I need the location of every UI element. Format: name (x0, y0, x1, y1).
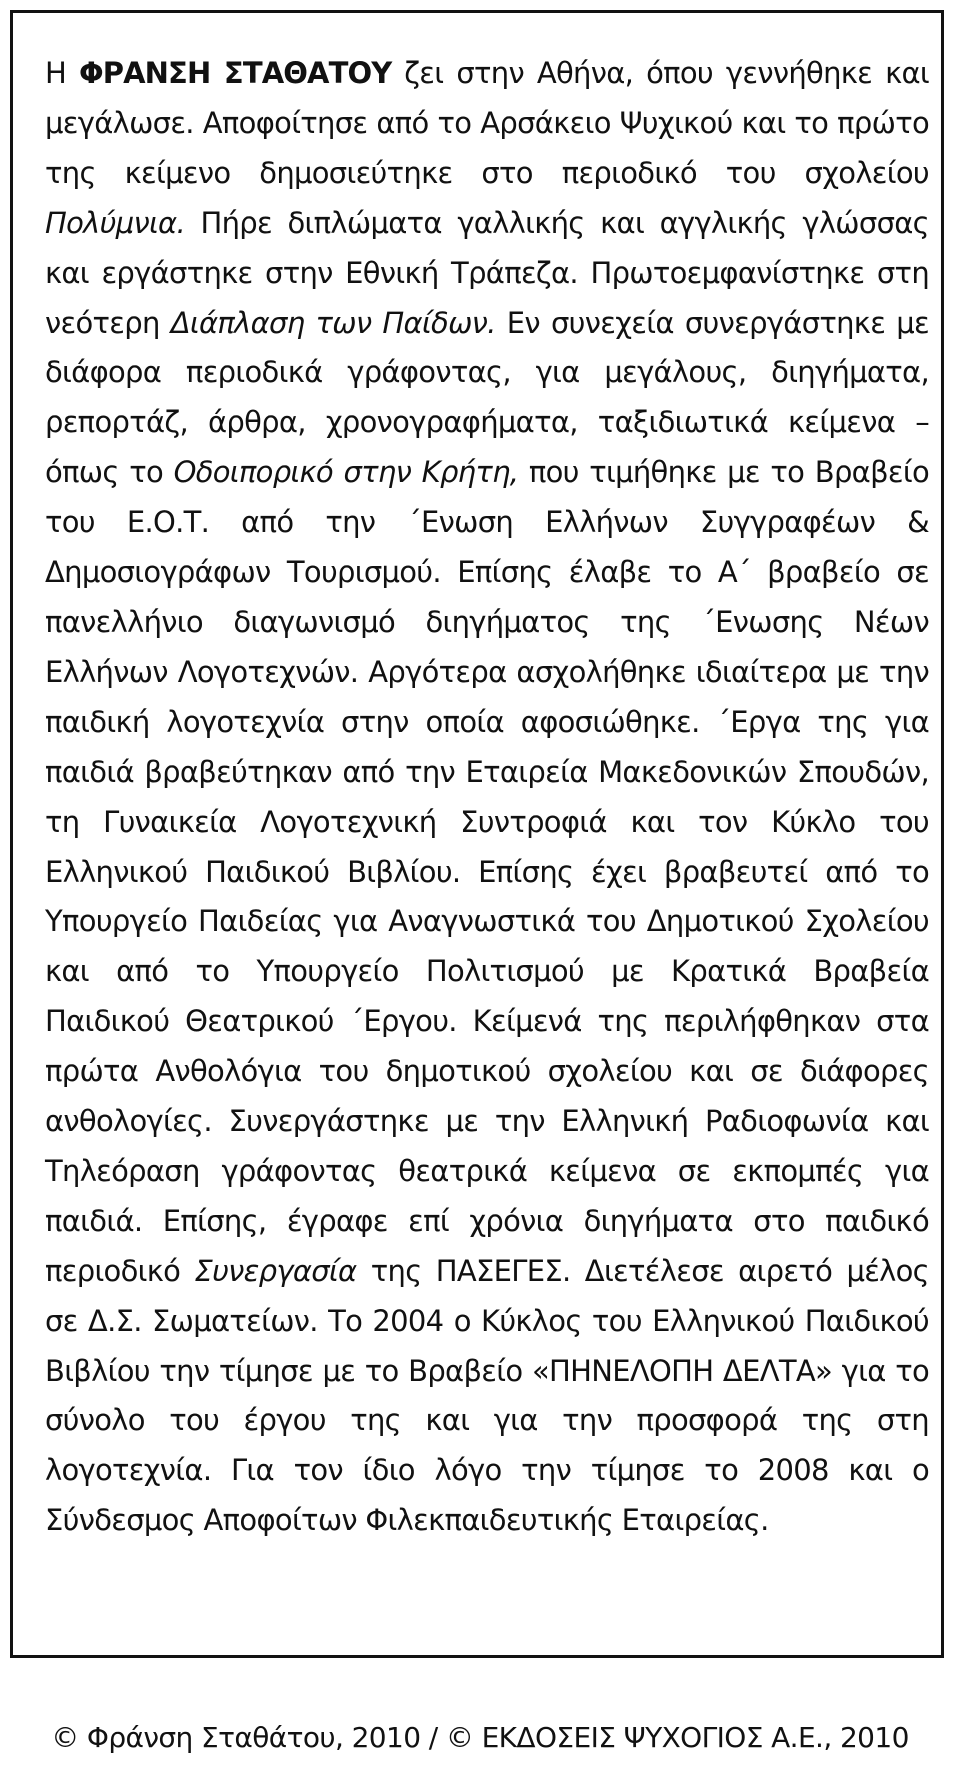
bio-text-2: Πήρε διπλώματα γαλλικής και αγγλικής γλώσσας και εργάστηκε στην Εθνική Τράπεζα. Πρωτοεμφανίστηκε στη νεότερη (45, 205, 929, 340)
bio-frame (10, 10, 944, 1658)
magazine-title-synergasia: Συνεργασία (194, 1253, 357, 1288)
bio-intro: Η (45, 56, 80, 90)
author-bio (45, 49, 929, 1546)
bio-text-5: της ΠΑΣΕΓΕΣ. Διετέλεσε αιρετό μέλος σε Δ.Σ. Σωματείων. Το 2004 ο Κύκλος του Ελληνικού Παιδικού Βιβλίου την τίμησε με το Βραβείο «ΠΗΝΕΛΟΠΗ ΔΕΛΤΑ» για το σύνολο του έργου της και για την προσφορά της στη λογοτεχνία. Για τον ίδιο λόγο την τίμησε το 2008 και ο Σύνδεσμος Αποφοίτων Φιλεκπαιδευτικής Εταιρείας. (45, 1253, 929, 1538)
bio-text-4: που τιμήθηκε με το Βραβείο του Ε.Ο.Τ. από την ΄Ενωση Ελλήνων Συγγραφέων & Δημοσιογράφων Τουρισμού. Επίσης έλαβε το Α΄ βραβείο σε πανελλήνιο διαγωνισμό διηγήματος της ΄Ενωσης Νέων Ελλήνων Λογοτεχνών. Αργότερα ασχολήθηκε ιδιαίτερα με την παιδική λογοτεχνία στην οποία αφοσιώθηκε. ΄Εργα της για παιδιά βραβεύτηκαν από την Εταιρεία Μακεδονικών Σπουδών, τη Γυναικεία Λογοτεχνική Συντροφιά και τον Κύκλο του Ελληνικού Παιδικού Βιβλίου. Επίσης έχει βραβευτεί από το Υπουργείο Παιδείας για Αναγνωστικά του Δημοτικού Σχολείου και από το Υπουργείο Πολιτισμού με Κρατικά Βραβεία Παιδικού Θεατρικού ΄Εργου. Κείμενά της περιλήφθηκαν στα πρώτα Ανθολόγια του δημοτικού σχολείου και σε διάφορες ανθολογίες. Συνεργάστηκε με την Ελληνική Ραδιοφωνία και Τηλεόραση γράφοντας θεατρικά κείμενα σε εκπομπές για παιδιά. Επίσης, έγραφε επί χρόνια διηγήματα στο παιδικό περιοδικό (45, 455, 930, 1288)
bio-text-1: ζει στην Αθήνα, όπου γεννήθηκε και μεγάλωσε. Αποφοίτησε από το Αρσάκειο Ψυχικού και το πρώτο της κείμενο δημοσιεύτηκε στο περιοδικό του σχολείου (45, 56, 929, 190)
book-title-odoiporiko: Οδοιπορικό στην Κρήτη, (173, 455, 519, 490)
magazine-title-polymnia: Πολύμνια. (45, 205, 185, 240)
author-name: ΦΡΑΝΣΗ ΣΤΑΘΑΤΟΥ (79, 56, 392, 90)
copyright-notice: © Φράνση Σταθάτου, 2010 / © ΕΚΔΟΣΕΙΣ ΨΥΧΟΓΙΟΣ Α.Ε., 2010 (51, 1721, 909, 1754)
magazine-title-diaplasi: Διάπλαση των Παίδων. (170, 305, 496, 340)
bio-text-3: Εν συνεχεία συνεργάστηκε με διάφορα περιοδικά γράφοντας, για μεγάλους, διηγήματα, ρεπορτάζ, άρθρα, χρονογραφήματα, ταξιδιωτικά κείμενα – όπως το (45, 305, 929, 490)
